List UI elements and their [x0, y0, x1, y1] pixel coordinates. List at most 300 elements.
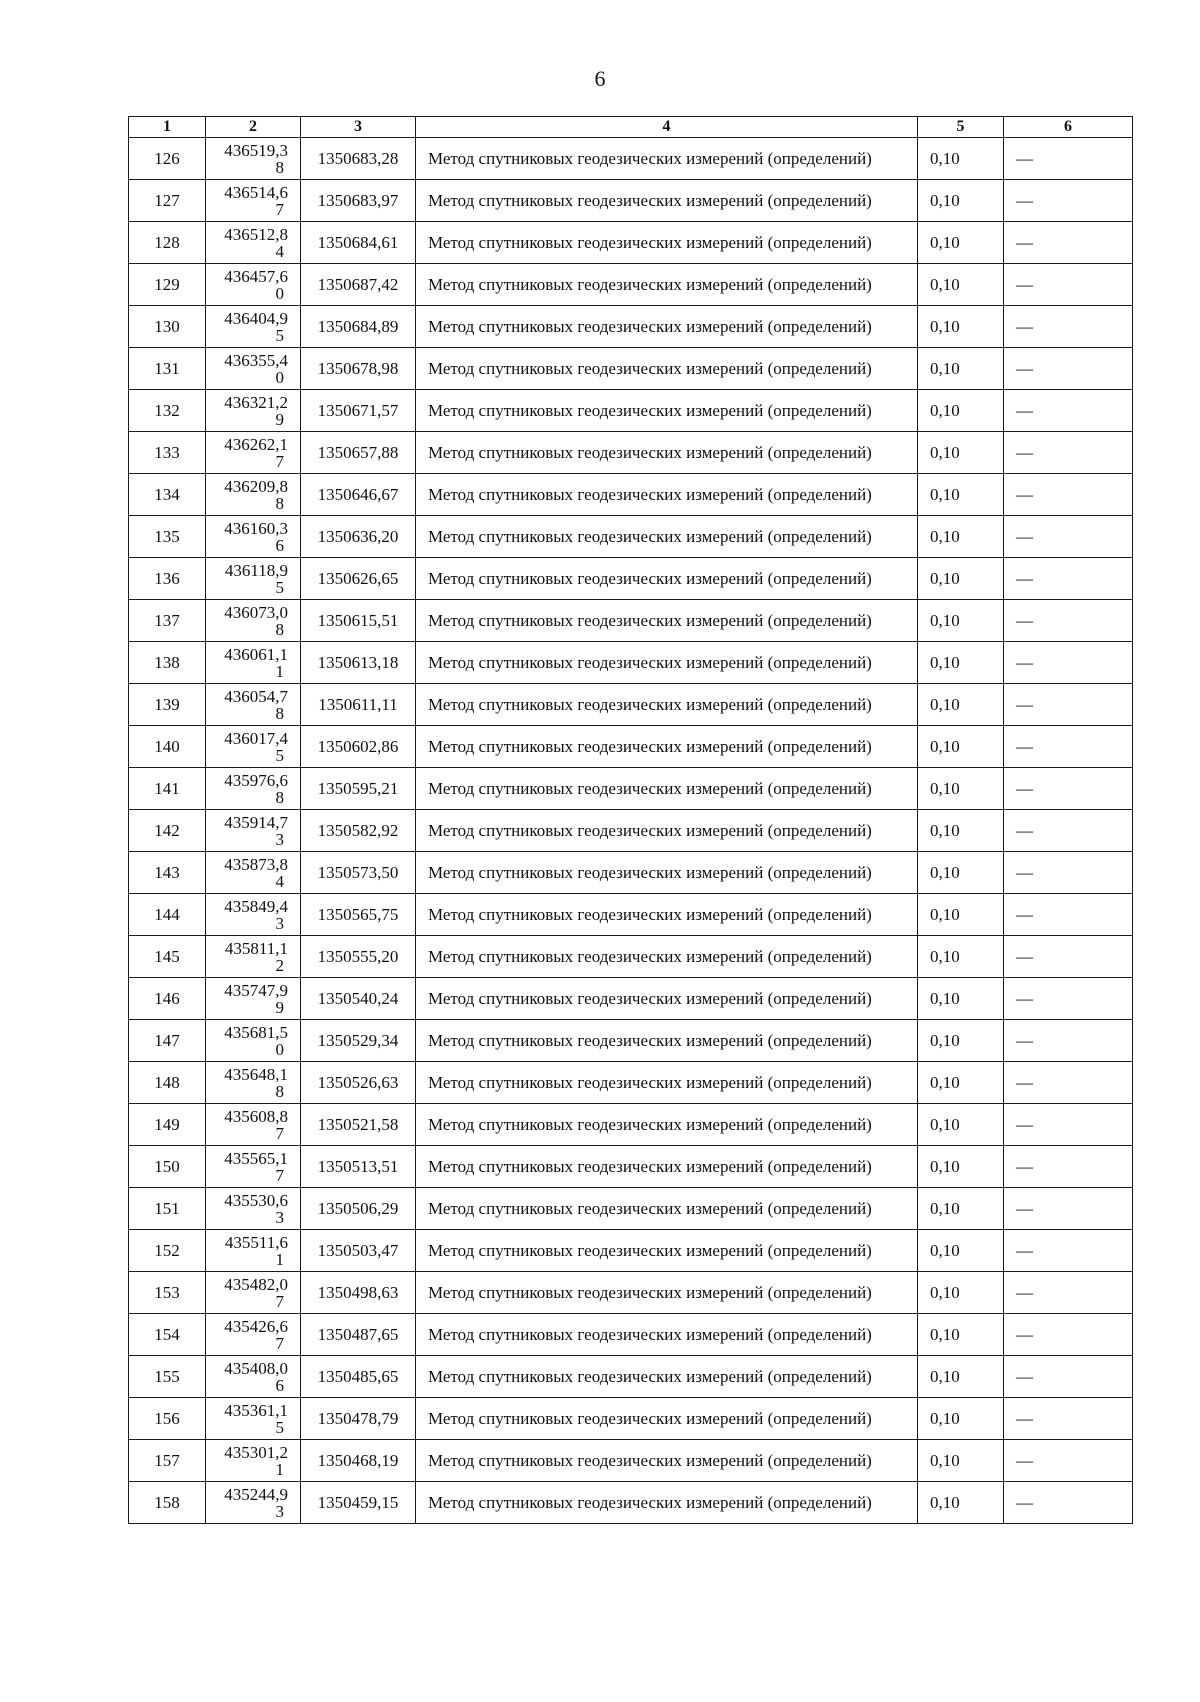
table-row [129, 810, 1133, 852]
method-cell: Метод спутниковых геодезических измерений (определений) [416, 1062, 918, 1104]
table-row [129, 852, 1133, 894]
point-number-cell: 155 [129, 1356, 206, 1398]
table-row [129, 1356, 1133, 1398]
y-coordinate-cell: 1350529,34 [301, 1020, 416, 1062]
x-coordinate-line-2: 3 [275, 829, 284, 849]
accuracy-cell: 0,10 [918, 1314, 1004, 1356]
table-row [129, 222, 1133, 264]
table-row [129, 390, 1133, 432]
table-row [129, 600, 1133, 642]
point-number-cell: 152 [129, 1230, 206, 1272]
x-coordinate-line-2: 4 [275, 871, 284, 891]
note-cell: — [1004, 222, 1133, 264]
y-coordinate-cell: 1350683,28 [301, 138, 416, 180]
note-cell: — [1004, 810, 1133, 852]
table-row [129, 1230, 1133, 1272]
point-number-cell: 138 [129, 642, 206, 684]
x-coordinate-line-1: 436404,9 [224, 308, 288, 328]
point-number-cell: 139 [129, 684, 206, 726]
point-number-cell: 154 [129, 1314, 206, 1356]
table-row [129, 1440, 1133, 1482]
x-coordinate-line-2: 8 [275, 1081, 284, 1101]
table-row [129, 1398, 1133, 1440]
method-cell: Метод спутниковых геодезических измерений (определений) [416, 222, 918, 264]
x-coordinate-line-1: 436209,8 [224, 476, 288, 496]
x-coordinate-line-1: 435608,8 [224, 1106, 288, 1126]
x-coordinate-line-1: 435914,7 [224, 812, 288, 832]
x-coordinate-line-2: 7 [275, 451, 284, 471]
x-coordinate-line-2: 7 [275, 1291, 284, 1311]
method-cell: Метод спутниковых геодезических измерений (определений) [416, 684, 918, 726]
table-row [129, 768, 1133, 810]
table-row [129, 642, 1133, 684]
method-cell: Метод спутниковых геодезических измерений (определений) [416, 1482, 918, 1524]
y-coordinate-cell: 1350478,79 [301, 1398, 416, 1440]
point-number-cell: 136 [129, 558, 206, 600]
header-col-3: 3 [301, 117, 416, 138]
x-coordinate-cell [206, 1482, 301, 1524]
method-cell: Метод спутниковых геодезических измерений (определений) [416, 1272, 918, 1314]
method-cell: Метод спутниковых геодезических измерений (определений) [416, 1188, 918, 1230]
note-cell: — [1004, 1146, 1133, 1188]
accuracy-cell: 0,10 [918, 180, 1004, 222]
accuracy-cell: 0,10 [918, 936, 1004, 978]
method-cell: Метод спутниковых геодезических измерений (определений) [416, 1104, 918, 1146]
point-number-cell: 134 [129, 474, 206, 516]
x-coordinate-line-2: 9 [275, 997, 284, 1017]
x-coordinate-line-1: 436321,2 [224, 392, 288, 412]
x-coordinate-cell [206, 1440, 301, 1482]
y-coordinate-cell: 1350468,19 [301, 1440, 416, 1482]
y-coordinate-cell: 1350555,20 [301, 936, 416, 978]
note-cell: — [1004, 978, 1133, 1020]
x-coordinate-line-1: 435873,8 [224, 854, 288, 874]
x-coordinate-cell [206, 978, 301, 1020]
method-cell: Метод спутниковых геодезических измерений (определений) [416, 1230, 918, 1272]
method-cell: Метод спутниковых геодезических измерений (определений) [416, 1146, 918, 1188]
method-cell: Метод спутниковых геодезических измерений (определений) [416, 894, 918, 936]
table-row [129, 432, 1133, 474]
x-coordinate-line-2: 8 [275, 703, 284, 723]
x-coordinate-cell [206, 264, 301, 306]
note-cell: — [1004, 768, 1133, 810]
x-coordinate-line-2: 5 [275, 745, 284, 765]
x-coordinate-line-2: 5 [275, 325, 284, 345]
method-cell: Метод спутниковых геодезических измерений (определений) [416, 1440, 918, 1482]
table-row [129, 684, 1133, 726]
header-col-1: 1 [129, 117, 206, 138]
x-coordinate-cell [206, 558, 301, 600]
x-coordinate-line-1: 435811,1 [224, 938, 288, 958]
note-cell: — [1004, 474, 1133, 516]
header-col-5: 5 [918, 117, 1004, 138]
method-cell: Метод спутниковых геодезических измерений (определений) [416, 474, 918, 516]
table-row [129, 516, 1133, 558]
x-coordinate-line-2: 5 [275, 1417, 284, 1437]
method-cell: Метод спутниковых геодезических измерений (определений) [416, 1398, 918, 1440]
y-coordinate-cell: 1350487,65 [301, 1314, 416, 1356]
x-coordinate-line-2: 7 [275, 1333, 284, 1353]
x-coordinate-line-1: 435511,6 [224, 1232, 288, 1252]
point-number-cell: 158 [129, 1482, 206, 1524]
method-cell: Метод спутниковых геодезических измерений (определений) [416, 432, 918, 474]
x-coordinate-cell [206, 1356, 301, 1398]
table-header-row [129, 117, 1133, 138]
accuracy-cell: 0,10 [918, 642, 1004, 684]
point-number-cell: 150 [129, 1146, 206, 1188]
x-coordinate-line-1: 435849,4 [224, 896, 288, 916]
accuracy-cell: 0,10 [918, 684, 1004, 726]
x-coordinate-cell [206, 516, 301, 558]
point-number-cell: 132 [129, 390, 206, 432]
note-cell: — [1004, 600, 1133, 642]
method-cell: Метод спутниковых геодезических измерений (определений) [416, 852, 918, 894]
y-coordinate-cell: 1350678,98 [301, 348, 416, 390]
x-coordinate-cell [206, 642, 301, 684]
table-row [129, 936, 1133, 978]
y-coordinate-cell: 1350506,29 [301, 1188, 416, 1230]
x-coordinate-line-1: 436457,6 [224, 266, 288, 286]
y-coordinate-cell: 1350613,18 [301, 642, 416, 684]
table-row [129, 1188, 1133, 1230]
y-coordinate-cell: 1350636,20 [301, 516, 416, 558]
y-coordinate-cell: 1350459,15 [301, 1482, 416, 1524]
table-row [129, 894, 1133, 936]
x-coordinate-line-2: 0 [275, 367, 284, 387]
x-coordinate-line-2: 8 [275, 619, 284, 639]
x-coordinate-line-1: 435530,6 [224, 1190, 288, 1210]
note-cell: — [1004, 1062, 1133, 1104]
note-cell: — [1004, 390, 1133, 432]
x-coordinate-line-2: 8 [275, 787, 284, 807]
x-coordinate-line-2: 7 [275, 1123, 284, 1143]
note-cell: — [1004, 1356, 1133, 1398]
x-coordinate-line-2: 5 [275, 577, 284, 597]
method-cell: Метод спутниковых геодезических измерений (определений) [416, 936, 918, 978]
x-coordinate-line-1: 436355,4 [224, 350, 288, 370]
accuracy-cell: 0,10 [918, 348, 1004, 390]
y-coordinate-cell: 1350602,86 [301, 726, 416, 768]
x-coordinate-line-1: 435301,2 [224, 1442, 288, 1462]
x-coordinate-cell [206, 684, 301, 726]
x-coordinate-line-2: 7 [275, 199, 284, 219]
x-coordinate-line-1: 436061,1 [224, 644, 288, 664]
x-coordinate-line-1: 435747,9 [224, 980, 288, 1000]
point-number-cell: 148 [129, 1062, 206, 1104]
point-number-cell: 137 [129, 600, 206, 642]
accuracy-cell: 0,10 [918, 978, 1004, 1020]
accuracy-cell: 0,10 [918, 432, 1004, 474]
x-coordinate-line-2: 6 [275, 535, 284, 555]
y-coordinate-cell: 1350646,67 [301, 474, 416, 516]
x-coordinate-line-1: 436017,4 [224, 728, 288, 748]
y-coordinate-cell: 1350565,75 [301, 894, 416, 936]
x-coordinate-line-2: 3 [275, 1207, 284, 1227]
x-coordinate-cell [206, 1104, 301, 1146]
y-coordinate-cell: 1350582,92 [301, 810, 416, 852]
x-coordinate-cell [206, 432, 301, 474]
accuracy-cell: 0,10 [918, 726, 1004, 768]
accuracy-cell: 0,10 [918, 306, 1004, 348]
point-number-cell: 156 [129, 1398, 206, 1440]
note-cell: — [1004, 1230, 1133, 1272]
x-coordinate-cell [206, 768, 301, 810]
note-cell: — [1004, 1440, 1133, 1482]
table-body [129, 138, 1133, 1524]
x-coordinate-cell [206, 1146, 301, 1188]
x-coordinate-line-2: 4 [275, 241, 284, 261]
y-coordinate-cell: 1350540,24 [301, 978, 416, 1020]
x-coordinate-line-1: 436512,8 [224, 224, 288, 244]
x-coordinate-line-1: 436118,9 [224, 560, 288, 580]
y-coordinate-cell: 1350498,63 [301, 1272, 416, 1314]
point-number-cell: 153 [129, 1272, 206, 1314]
accuracy-cell: 0,10 [918, 1104, 1004, 1146]
x-coordinate-line-2: 0 [275, 1039, 284, 1059]
table-row [129, 264, 1133, 306]
method-cell: Метод спутниковых геодезических измерений (определений) [416, 180, 918, 222]
coordinates-table [128, 116, 1133, 1524]
x-coordinate-line-2: 2 [275, 955, 284, 975]
y-coordinate-cell: 1350521,58 [301, 1104, 416, 1146]
x-coordinate-cell [206, 894, 301, 936]
y-coordinate-cell: 1350513,51 [301, 1146, 416, 1188]
point-number-cell: 149 [129, 1104, 206, 1146]
note-cell: — [1004, 1188, 1133, 1230]
note-cell: — [1004, 894, 1133, 936]
header-col-6: 6 [1004, 117, 1133, 138]
note-cell: — [1004, 1314, 1133, 1356]
accuracy-cell: 0,10 [918, 600, 1004, 642]
note-cell: — [1004, 1104, 1133, 1146]
x-coordinate-line-2: 3 [275, 913, 284, 933]
method-cell: Метод спутниковых геодезических измерений (определений) [416, 558, 918, 600]
method-cell: Метод спутниковых геодезических измерений (определений) [416, 642, 918, 684]
method-cell: Метод спутниковых геодезических измерений (определений) [416, 306, 918, 348]
note-cell: — [1004, 516, 1133, 558]
x-coordinate-line-2: 1 [275, 1249, 284, 1269]
x-coordinate-cell [206, 726, 301, 768]
note-cell: — [1004, 726, 1133, 768]
point-number-cell: 140 [129, 726, 206, 768]
point-number-cell: 146 [129, 978, 206, 1020]
x-coordinate-line-1: 435426,6 [224, 1316, 288, 1336]
point-number-cell: 144 [129, 894, 206, 936]
x-coordinate-cell [206, 1314, 301, 1356]
x-coordinate-cell [206, 306, 301, 348]
note-cell: — [1004, 138, 1133, 180]
x-coordinate-line-2: 9 [275, 409, 284, 429]
method-cell: Метод спутниковых геодезических измерений (определений) [416, 978, 918, 1020]
y-coordinate-cell: 1350595,21 [301, 768, 416, 810]
point-number-cell: 142 [129, 810, 206, 852]
x-coordinate-cell [206, 936, 301, 978]
method-cell: Метод спутниковых геодезических измерений (определений) [416, 1356, 918, 1398]
accuracy-cell: 0,10 [918, 558, 1004, 600]
table-row [129, 558, 1133, 600]
method-cell: Метод спутниковых геодезических измерений (определений) [416, 1314, 918, 1356]
x-coordinate-line-2: 6 [275, 1375, 284, 1395]
note-cell: — [1004, 306, 1133, 348]
table-row [129, 474, 1133, 516]
point-number-cell: 141 [129, 768, 206, 810]
x-coordinate-line-2: 0 [275, 283, 284, 303]
x-coordinate-line-1: 435565,1 [224, 1148, 288, 1168]
accuracy-cell: 0,10 [918, 222, 1004, 264]
x-coordinate-cell [206, 180, 301, 222]
accuracy-cell: 0,10 [918, 1230, 1004, 1272]
note-cell: — [1004, 348, 1133, 390]
accuracy-cell: 0,10 [918, 1188, 1004, 1230]
table-row [129, 1062, 1133, 1104]
method-cell: Метод спутниковых геодезических измерений (определений) [416, 516, 918, 558]
x-coordinate-line-1: 435408,0 [224, 1358, 288, 1378]
point-number-cell: 145 [129, 936, 206, 978]
accuracy-cell: 0,10 [918, 852, 1004, 894]
x-coordinate-cell [206, 474, 301, 516]
point-number-cell: 127 [129, 180, 206, 222]
page-number: 6 [594, 66, 606, 91]
table-row [129, 726, 1133, 768]
x-coordinate-cell [206, 810, 301, 852]
x-coordinate-line-1: 436514,6 [224, 182, 288, 202]
x-coordinate-line-1: 436262,1 [224, 434, 288, 454]
method-cell: Метод спутниковых геодезических измерений (определений) [416, 810, 918, 852]
method-cell: Метод спутниковых геодезических измерений (определений) [416, 348, 918, 390]
table-row [129, 1020, 1133, 1062]
accuracy-cell: 0,10 [918, 390, 1004, 432]
y-coordinate-cell: 1350683,97 [301, 180, 416, 222]
x-coordinate-line-2: 1 [275, 1459, 284, 1479]
accuracy-cell: 0,10 [918, 1146, 1004, 1188]
x-coordinate-cell [206, 1020, 301, 1062]
point-number-cell: 147 [129, 1020, 206, 1062]
table-row [129, 1272, 1133, 1314]
x-coordinate-line-2: 1 [275, 661, 284, 681]
x-coordinate-line-1: 436054,7 [224, 686, 288, 706]
x-coordinate-line-1: 436160,3 [224, 518, 288, 538]
y-coordinate-cell: 1350671,57 [301, 390, 416, 432]
x-coordinate-cell [206, 1398, 301, 1440]
point-number-cell: 129 [129, 264, 206, 306]
table-row [129, 978, 1133, 1020]
accuracy-cell: 0,10 [918, 474, 1004, 516]
header-col-4: 4 [416, 117, 918, 138]
y-coordinate-cell: 1350611,11 [301, 684, 416, 726]
accuracy-cell: 0,10 [918, 1398, 1004, 1440]
note-cell: — [1004, 1020, 1133, 1062]
table-row [129, 1146, 1133, 1188]
x-coordinate-cell [206, 138, 301, 180]
point-number-cell: 135 [129, 516, 206, 558]
table-row [129, 1482, 1133, 1524]
y-coordinate-cell: 1350687,42 [301, 264, 416, 306]
note-cell: — [1004, 432, 1133, 474]
table-row [129, 348, 1133, 390]
x-coordinate-line-1: 435361,1 [224, 1400, 288, 1420]
x-coordinate-line-2: 8 [275, 157, 284, 177]
accuracy-cell: 0,10 [918, 810, 1004, 852]
accuracy-cell: 0,10 [918, 1482, 1004, 1524]
y-coordinate-cell: 1350626,65 [301, 558, 416, 600]
method-cell: Метод спутниковых геодезических измерений (определений) [416, 726, 918, 768]
x-coordinate-cell [206, 1230, 301, 1272]
x-coordinate-line-2: 3 [275, 1501, 284, 1521]
y-coordinate-cell: 1350526,63 [301, 1062, 416, 1104]
x-coordinate-line-1: 436519,3 [224, 140, 288, 160]
y-coordinate-cell: 1350657,88 [301, 432, 416, 474]
method-cell: Метод спутниковых геодезических измерений (определений) [416, 768, 918, 810]
x-coordinate-line-2: 7 [275, 1165, 284, 1185]
accuracy-cell: 0,10 [918, 1020, 1004, 1062]
point-number-cell: 126 [129, 138, 206, 180]
accuracy-cell: 0,10 [918, 1272, 1004, 1314]
x-coordinate-line-1: 435976,6 [224, 770, 288, 790]
note-cell: — [1004, 642, 1133, 684]
y-coordinate-cell: 1350615,51 [301, 600, 416, 642]
point-number-cell: 157 [129, 1440, 206, 1482]
table-row [129, 1314, 1133, 1356]
note-cell: — [1004, 1482, 1133, 1524]
x-coordinate-cell [206, 390, 301, 432]
accuracy-cell: 0,10 [918, 264, 1004, 306]
method-cell: Метод спутниковых геодезических измерений (определений) [416, 138, 918, 180]
point-number-cell: 143 [129, 852, 206, 894]
header-col-2: 2 [206, 117, 301, 138]
accuracy-cell: 0,10 [918, 1062, 1004, 1104]
x-coordinate-cell [206, 348, 301, 390]
accuracy-cell: 0,10 [918, 138, 1004, 180]
point-number-cell: 131 [129, 348, 206, 390]
y-coordinate-cell: 1350684,89 [301, 306, 416, 348]
note-cell: — [1004, 180, 1133, 222]
table-row [129, 180, 1133, 222]
accuracy-cell: 0,10 [918, 516, 1004, 558]
point-number-cell: 151 [129, 1188, 206, 1230]
method-cell: Метод спутниковых геодезических измерений (определений) [416, 390, 918, 432]
x-coordinate-line-1: 435244,9 [224, 1484, 288, 1504]
method-cell: Метод спутниковых геодезических измерений (определений) [416, 600, 918, 642]
x-coordinate-cell [206, 222, 301, 264]
point-number-cell: 130 [129, 306, 206, 348]
table-row [129, 306, 1133, 348]
note-cell: — [1004, 1272, 1133, 1314]
method-cell: Метод спутниковых геодезических измерений (определений) [416, 1020, 918, 1062]
table-row [129, 138, 1133, 180]
point-number-cell: 128 [129, 222, 206, 264]
x-coordinate-cell [206, 1062, 301, 1104]
table-row [129, 1104, 1133, 1146]
x-coordinate-cell [206, 1188, 301, 1230]
x-coordinate-cell [206, 852, 301, 894]
accuracy-cell: 0,10 [918, 1356, 1004, 1398]
note-cell: — [1004, 852, 1133, 894]
x-coordinate-line-1: 436073,0 [224, 602, 288, 622]
accuracy-cell: 0,10 [918, 894, 1004, 936]
x-coordinate-line-1: 435648,1 [224, 1064, 288, 1084]
x-coordinate-cell [206, 600, 301, 642]
note-cell: — [1004, 264, 1133, 306]
x-coordinate-cell [206, 1272, 301, 1314]
note-cell: — [1004, 1398, 1133, 1440]
accuracy-cell: 0,10 [918, 1440, 1004, 1482]
point-number-cell: 133 [129, 432, 206, 474]
y-coordinate-cell: 1350573,50 [301, 852, 416, 894]
y-coordinate-cell: 1350684,61 [301, 222, 416, 264]
x-coordinate-line-1: 435482,0 [224, 1274, 288, 1294]
note-cell: — [1004, 936, 1133, 978]
x-coordinate-line-2: 8 [275, 493, 284, 513]
